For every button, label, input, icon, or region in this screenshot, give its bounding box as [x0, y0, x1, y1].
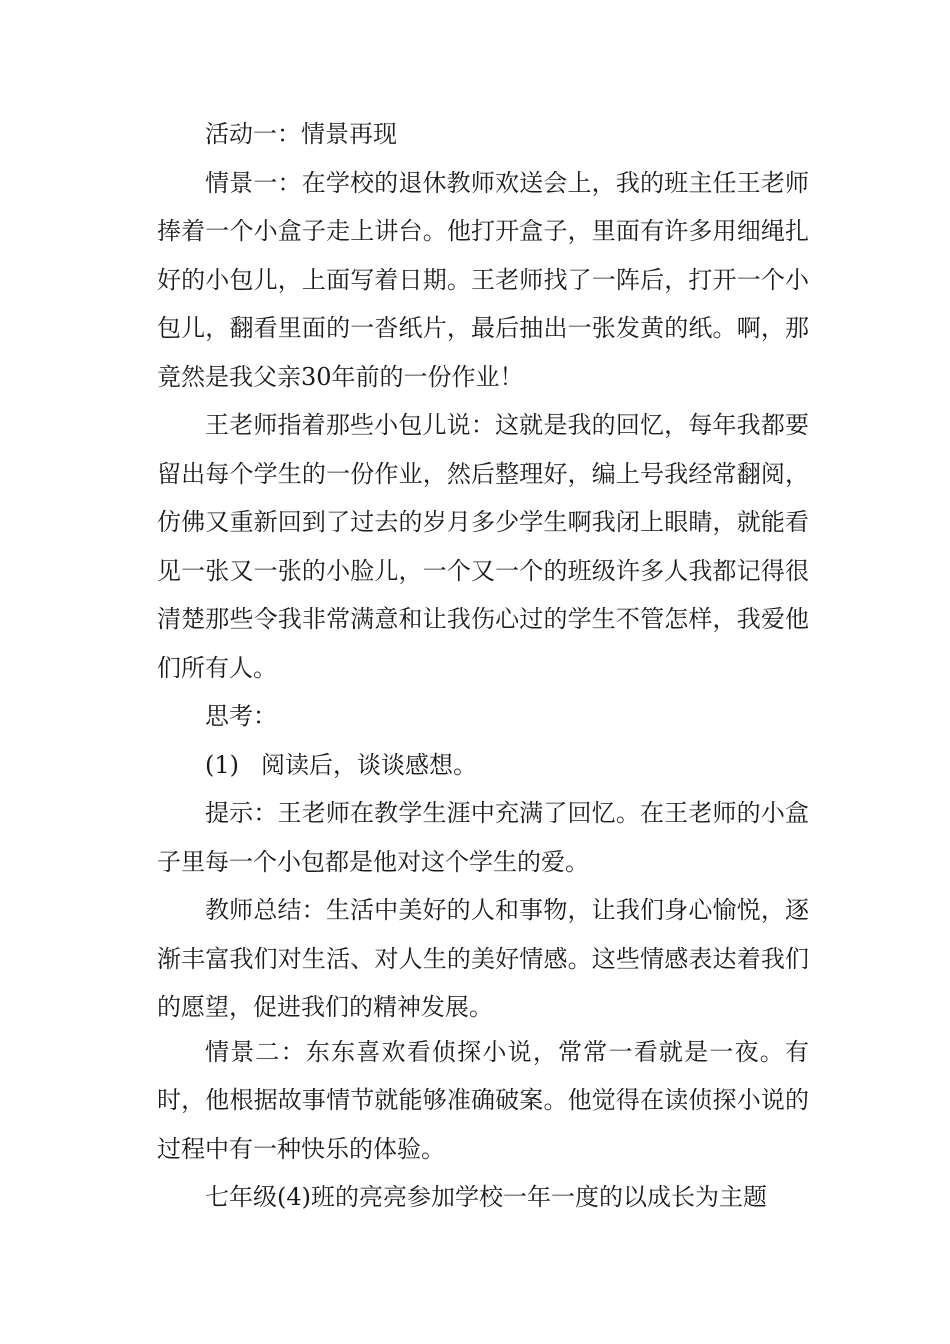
document-body	[157, 110, 809, 1222]
teacher-quote-paragraph: 王老师指着那些小包儿说：这就是我的回忆，每年我都要留出每个学生的一份作业，然后整理好，编上号我经常翻阅，仿佛又重新回到了过去的岁月多少学生啊我闭上眼睛，就能看见一张又一张的小脸儿，一个又一个的班级许多人我都记得很清楚那些令我非常满意和让我伤心过的学生不管怎样，我爱他们所有人。	[157, 411, 809, 682]
question-text: 阅读后，谈谈感想。	[261, 750, 477, 779]
activity-heading: 活动一：情景再现	[205, 120, 397, 148]
hint-paragraph: 提示：王老师在教学生涯中充满了回忆。在王老师的小盒子里每一个小包都是他对这个学生的爱。	[157, 799, 809, 876]
question-item	[157, 741, 809, 790]
scenario-one-paragraph: 情景一：在学校的退休教师欢送会上，我的班主任王老师捧着一个小盒子走上讲台。他打开盒子，里面有许多用细绳扎好的小包儿，上面写着日期。王老师找了一阵后，打开一个小包儿，翻看里面的一沓纸片，最后抽出一张发黄的纸。啊，那竟然是我父亲30年前的一份作业！	[157, 168, 809, 391]
question-number: (1)	[205, 750, 239, 779]
scenario-two-paragraph: 情景二：东东喜欢看侦探小说，常常一看就是一夜。有时，他根据故事情节就能够准确破案。他觉得在读侦探小说的过程中有一种快乐的体验。	[157, 1037, 809, 1163]
teacher-summary-paragraph: 教师总结：生活中美好的人和事物，让我们身心愉悦，逐渐丰富我们对生活、对人生的美好情感。这些情感表达着我们的愿望，促进我们的精神发展。	[157, 896, 809, 1021]
class-paragraph: 七年级(4)班的亮亮参加学校一年一度的以成长为主题	[205, 1183, 767, 1211]
thinking-heading: 思考：	[205, 702, 277, 730]
